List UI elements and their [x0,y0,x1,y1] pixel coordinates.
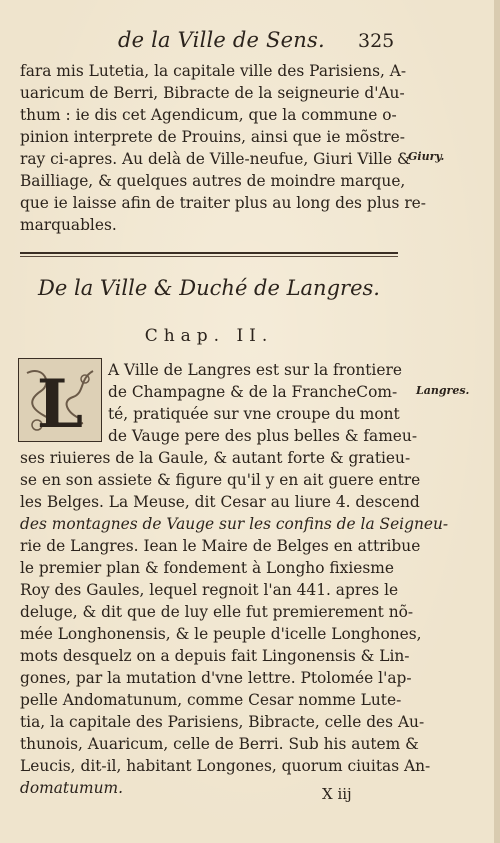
text-line: tia, la capitale des Parisiens, Bibracte, celle des Au- [20,713,425,731]
page-header [0,28,500,58]
margin-note-giury: Giury. [408,150,445,163]
chapter-number: Chap. II. [144,326,274,346]
text-line: thunois, Auaricum, celle de Berri. Sub his autem & [20,735,419,753]
text-line: deluge, & dit que de luy elle fut premierement nõ- [20,603,414,621]
text-line: fara mis Lutetia, la capitale ville des Parisiens, A- [20,62,407,80]
text-line: domatumum. [20,779,123,797]
page-number: 325 [358,30,395,52]
text-line: pelle Andomatunum, comme Cesar nomme Lute- [20,691,402,709]
text-line: de Champagne & de la FrancheCom- [108,383,398,401]
text-line: thum : ie dis cet Agendicum, que la commune o- [20,106,397,124]
page-edge [494,0,500,843]
running-head: de la Ville de Sens. [118,28,325,52]
section-rule-thin [20,256,398,257]
margin-note-langres: Langres. [416,384,470,397]
text-line: que ie laisse afin de traiter plus au long des plus re- [20,194,426,212]
text-line: pinion interprete de Prouins, ainsi que ie mõstre- [20,128,405,146]
text-line: Roy des Gaules, lequel regnoit l'an 441. apres le [20,581,399,599]
text-line: gones, par la mutation d'vne lettre. Ptolomée l'ap- [20,669,412,687]
decorated-initial [18,358,102,442]
text-line: de Vauge pere des plus belles & fameu- [108,427,418,445]
chapter-title: De la Ville & Duché de Langres. [38,276,380,300]
section-rule [20,252,398,254]
text-line: mots desquelz on a depuis fait Lingonensis & Lin- [20,647,410,665]
text-line: té, pratiquée sur vne croupe du mont [108,405,400,423]
text-line: se en son assiete & figure qu'il y en ait guere entre [20,471,421,489]
text-line: Bailliage, & quelques autres de moindre marque, [20,172,406,190]
text-line: le premier plan & fondement à Longho fixiesme [20,559,394,577]
text-line: les Belges. La Meuse, dit Cesar au liure 4. descend [20,493,420,511]
text-line: uaricum de Berri, Bibracte de la seigneurie d'Au- [20,84,405,102]
signature-mark: X iij [322,785,352,803]
text-line: mée Longhonensis, & le peuple d'icelle Longhones, [20,625,422,643]
initial-letter: L [36,365,84,443]
text-line: marquables. [20,216,117,234]
text-line: Leucis, dit-il, habitant Longones, quorum ciuitas An- [20,757,431,775]
text-line: A Ville de Langres est sur la frontiere [108,361,402,379]
text-line: ses riuieres de la Gaule, & autant forte & gratieu- [20,449,411,467]
text-line: rie de Langres. Iean le Maire de Belges en attribue [20,537,421,555]
text-line: des montagnes de Vauge sur les confins de la Seigneu- [20,515,449,533]
text-line: ray ci-apres. Au delà de Ville-neufue, Giuri Ville & [20,150,411,168]
